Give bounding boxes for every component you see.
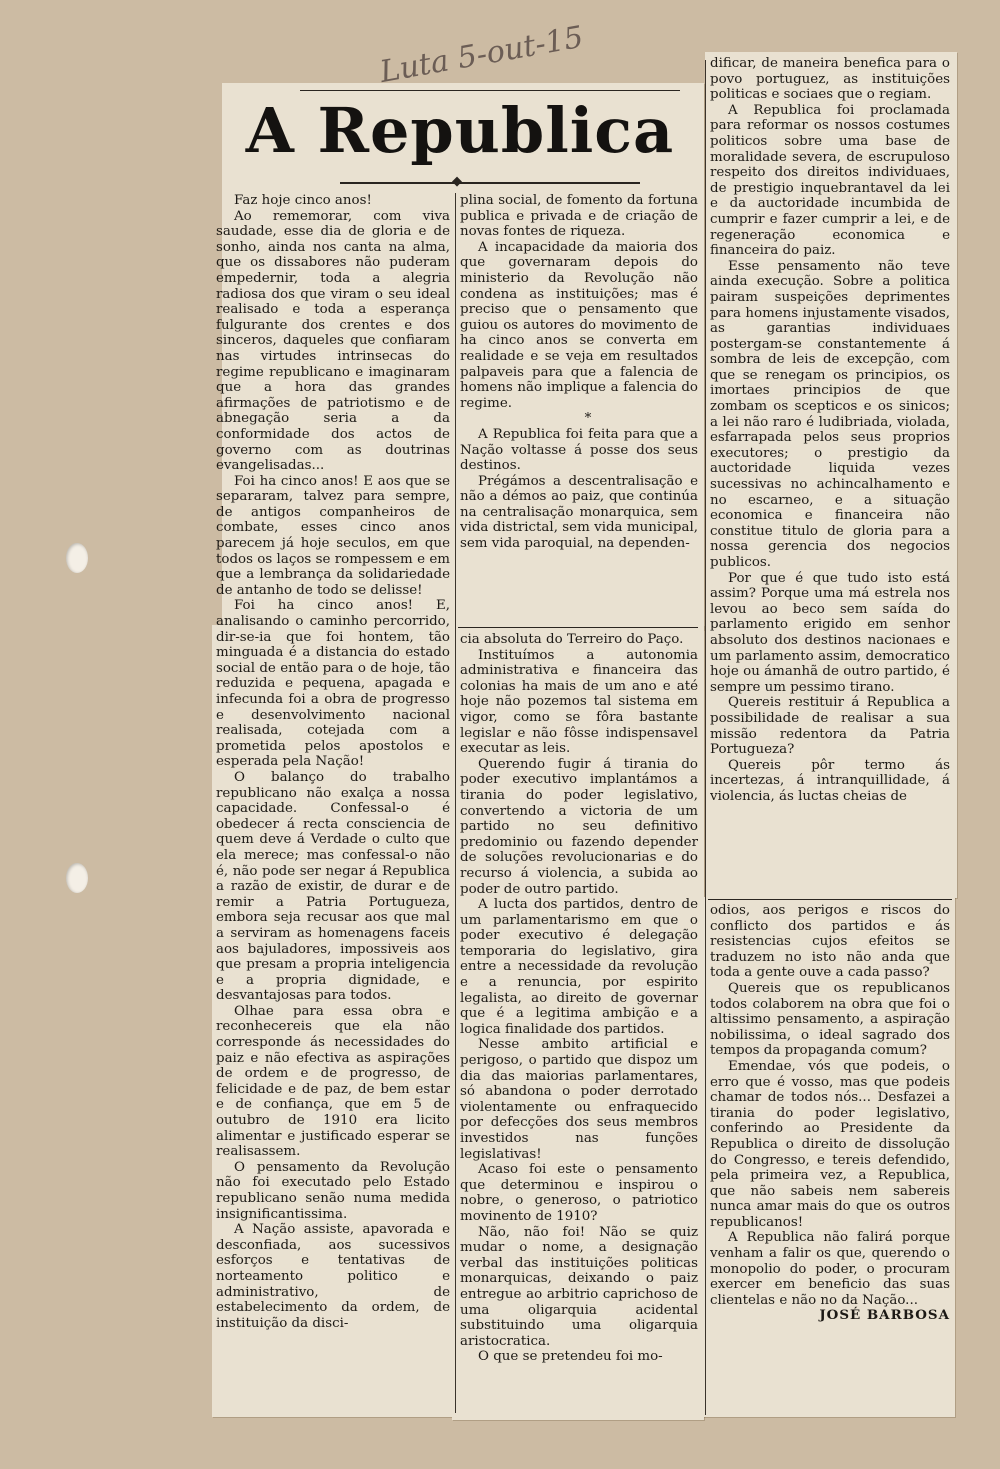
paragraph: O que se pretendeu foi mo-: [478, 1349, 663, 1365]
paragraph: Não, não foi! Não se quiz mudar o nome, a designação verbal das instituições politicas monarquicas, deixando o paiz entregue ao arbitrio caprichoso de uma oligarquia acidental substituindo uma oligarquia aristocratica.: [460, 1224, 698, 1349]
column-divider-1: [455, 193, 456, 1413]
paragraph: Quereis restituir á Republica a possibilidade de realisar a sua missão redentora da Patria Portugueza?: [710, 695, 950, 758]
article-column-2-bottom: [460, 632, 698, 1414]
paragraph: Foi ha cinco anos! E, analisando o caminho percorrido, dir-se-ia que foi hontem, tão minguada é a distancia do estado social de então para o de hoje, tão reduzida e pequena, apagada e infecunda foi a obra de progresso e desenvolvimento nacional realisada, cotejada com a prometida pelos apostolos e esperada pela Nação!: [216, 598, 450, 770]
paragraph: A Republica não falirá porque venham a falir os que, querendo o monopolio do poder, o procuram exercer em beneficio das suas clientelas e não no da Nação...: [710, 1230, 950, 1308]
col3-cut-line: [708, 899, 952, 900]
paragraph: A Nação assiste, apavorada e desconfiada, aos sucessivos esforços e tentativas de norteamento politico e administrativo, de estabelecimento da ordem, de instituição da disci-: [216, 1222, 450, 1331]
paragraph: A lucta dos partidos, dentro de um parlamentarismo em que o poder executivo é delegação temporaria do legislativo, gira entre a necessidade da revolução e a renuncia, por espirito legalista, ao direito de governar que é a legitima ambição e a logica finalidade dos partidos.: [460, 897, 698, 1037]
paragraph: Quereis que os republicanos todos colaborem na obra que foi o altissimo pensamento, a aspiração nobilissima, o ideal sagrado dos tempos da propaganda comum?: [710, 980, 950, 1059]
article-column-1: [216, 193, 450, 1413]
author-signature: JOSÉ BARBOSA: [819, 1307, 950, 1324]
headline-top-rule: [300, 90, 680, 91]
article-column-3-top: [710, 56, 950, 894]
paragraph: Foi ha cinco anos! E aos que se separaram, talvez para sempre, de antigos companheiros de combate, esses cinco anos parecem já hoje seculos, em que todos os laços se rompessem e em que a lembrança da solidariedade de antanho de todo se delisse!: [216, 473, 450, 598]
punch-hole-bottom: [66, 863, 88, 893]
paragraph: dificar, de maneira benefica para o povo portuguez, as instituições politicas e sociaes que o regiam.: [710, 56, 950, 103]
punch-hole-top: [66, 543, 88, 573]
section-separator: *: [584, 411, 592, 427]
paragraph: Emendae, vós que podeis, o erro que é vosso, mas que podeis chamar de todos nós... Desfazei a tirania do poder legislativo, conferindo ao Presidente da Republica o direito de dissolução do Congresso, e tereis defendido, pela primeira vez, a Republica, que não sabeis nem sabereis nunca amar mais do que os outros republicanos!: [710, 1058, 950, 1230]
paragraph: Quereis pôr termo ás incertezas, á intranquillidade, á violencia, ás luctas cheias de: [710, 757, 950, 804]
headline-bottom-rule: [340, 182, 640, 184]
paragraph: Esse pensamento não teve ainda execução. Sobre a politica pairam suspeições deprimentes para homens injustamente visados, as garantias individuaes postergam-se constantemente á sombra de leis de excepção, com que se renegam os principios, os imortaes principios de que zombam os scepticos e os sinicos; a lei não raro é ludibriada, violada, esfarrapada pelos seus proprios executores; o prestigio da auctoridade liquida vezes sucessivas no achincalhamento e no escarneo, e a situação economica e financeira não constitue titulo de gloria para a nossa gerencia dos negocios publicos.: [710, 258, 950, 570]
ornament-icon: ◆: [452, 174, 462, 189]
paragraph: O pensamento da Revolução não foi executado pelo Estado republicano senão numa medida insignificantissima.: [216, 1159, 450, 1222]
paragraph: Faz hoje cinco anos!: [234, 193, 372, 208]
article-column-3-bottom: [710, 903, 950, 1413]
paragraph: Instituímos a autonomia administrativa e financeira das colonias ha mais de um ano e até hoje não pozemos tal sistema em vigor, como se fôra bastante legislar e não fôsse indispensavel executar as leis.: [460, 647, 698, 757]
paragraph: cia absoluta do Terreiro do Paço.: [460, 632, 684, 647]
paragraph: odios, aos perigos e riscos do conflicto dos partidos e ás resistencias cujos efeitos se traduzem no isto não anda que toda a gente ouve a cada passo?: [710, 903, 950, 981]
paragraph: Nesse ambito artificial e perigoso, o partido que dispoz um dia das maiorias parlamentares, só abandona o poder derrotado violentamente ou enfraquecido por defecções dos seus membros investidos nas funções legislativas!: [460, 1037, 698, 1162]
paragraph: plina social, de fomento da fortuna publica e privada e de criação de novas fontes de riqueza.: [460, 193, 698, 240]
paragraph: Acaso foi este o pensamento que determinou e inspirou o nobre, o generoso, o patriotico movinento de 1910?: [460, 1162, 698, 1224]
paragraph: Ao rememorar, com viva saudade, esse dia de gloria e de sonho, ainda nos canta na alma, que os dissabores não puderam empedernir, toda a alegria radiosa dos que viram o seu ideal realisado e toda a esperança fulgurante dos crentes e dos sinceros, daqueles que confiaram nas virtudes intrinsecas do regime republicano e imaginaram que a hora das grandes afirmações de patriotismo e de abnegação seria a da conformidade dos actos de governo com as doutrinas evangelisadas...: [216, 208, 450, 474]
handwritten-note: Luta 5-out-15: [377, 19, 586, 90]
paragraph: A incapacidade da maioria dos que governaram depois do ministerio da Revolução não condena as instituições; mas é preciso que o pensamento que guiou os autores do movimento de ha cinco anos se converta em realidade e se veja em resultados palpaveis para que a falencia de homens não implique a falencia do regime.: [460, 239, 698, 411]
paragraph: Por que é que tudo isto está assim? Porque uma má estrela nos levou ao beco sem saída do parlamento erigido em senhor absoluto dos destinos nacionaes e um parlamento assim, democratico hoje ou ámanhã de outro partido, é sempre um pessimo tirano.: [710, 570, 950, 695]
col2-cut-line: [458, 627, 698, 628]
paragraph: A Republica foi proclamada para reformar os nossos costumes politicos sobre uma base de moralidade severa, de escrupuloso respeito dos direitos individuaes, de prestigio inquebrantavel da lei e da auctoridade incumbida de cumprir e fazer cumprir a lei, e de regeneração economica e financeira do paiz.: [710, 102, 950, 259]
article-column-2-top: [460, 193, 698, 623]
paragraph: A Republica foi feita para que a Nação voltasse á posse dos seus destinos.: [460, 426, 698, 474]
headline: A Republica: [245, 94, 675, 167]
paragraph: Prégámos a descentralisação e não a démos ao paiz, que continúa na centralisação monarquica, sem vida districtal, sem vida municipal, sem vida paroquial, na dependen-: [460, 473, 698, 552]
paragraph: O balanço do trabalho republicano não exalça a nossa capacidade. Confessal-o é obedecer á recta consciencia de quem deve á Verdade o culto que ela merece; mas confessal-o não é, não pode ser negar á Republica a razão de existir, de durar e de remir a Patria Portugueza, embora seja recusar aos que mal a serviram as homenagens faceis aos bajuladores, impossiveis aos que presam a propria inteligencia e a propria dignidade, e desvantajosas para todos.: [216, 769, 450, 1004]
paragraph: Querendo fugir á tirania do poder executivo implantámos a tirania do poder legislativo, convertendo a victoria de um partido no seu definitivo predominio ou fazendo depender de soluções revolucionarias e do recurso á violencia, a subida ao poder de outro partido.: [460, 756, 698, 897]
paragraph: Olhae para essa obra e reconhecereis que ela não corresponde ás necessidades do paiz e não efectiva as aspirações de ordem e de progresso, de felicidade e de paz, de bem estar e de confiança, que em 5 de outubro de 1910 era licito alimentar e justificado esperar se realisassem.: [216, 1003, 450, 1160]
column-divider-2: [705, 60, 706, 1415]
